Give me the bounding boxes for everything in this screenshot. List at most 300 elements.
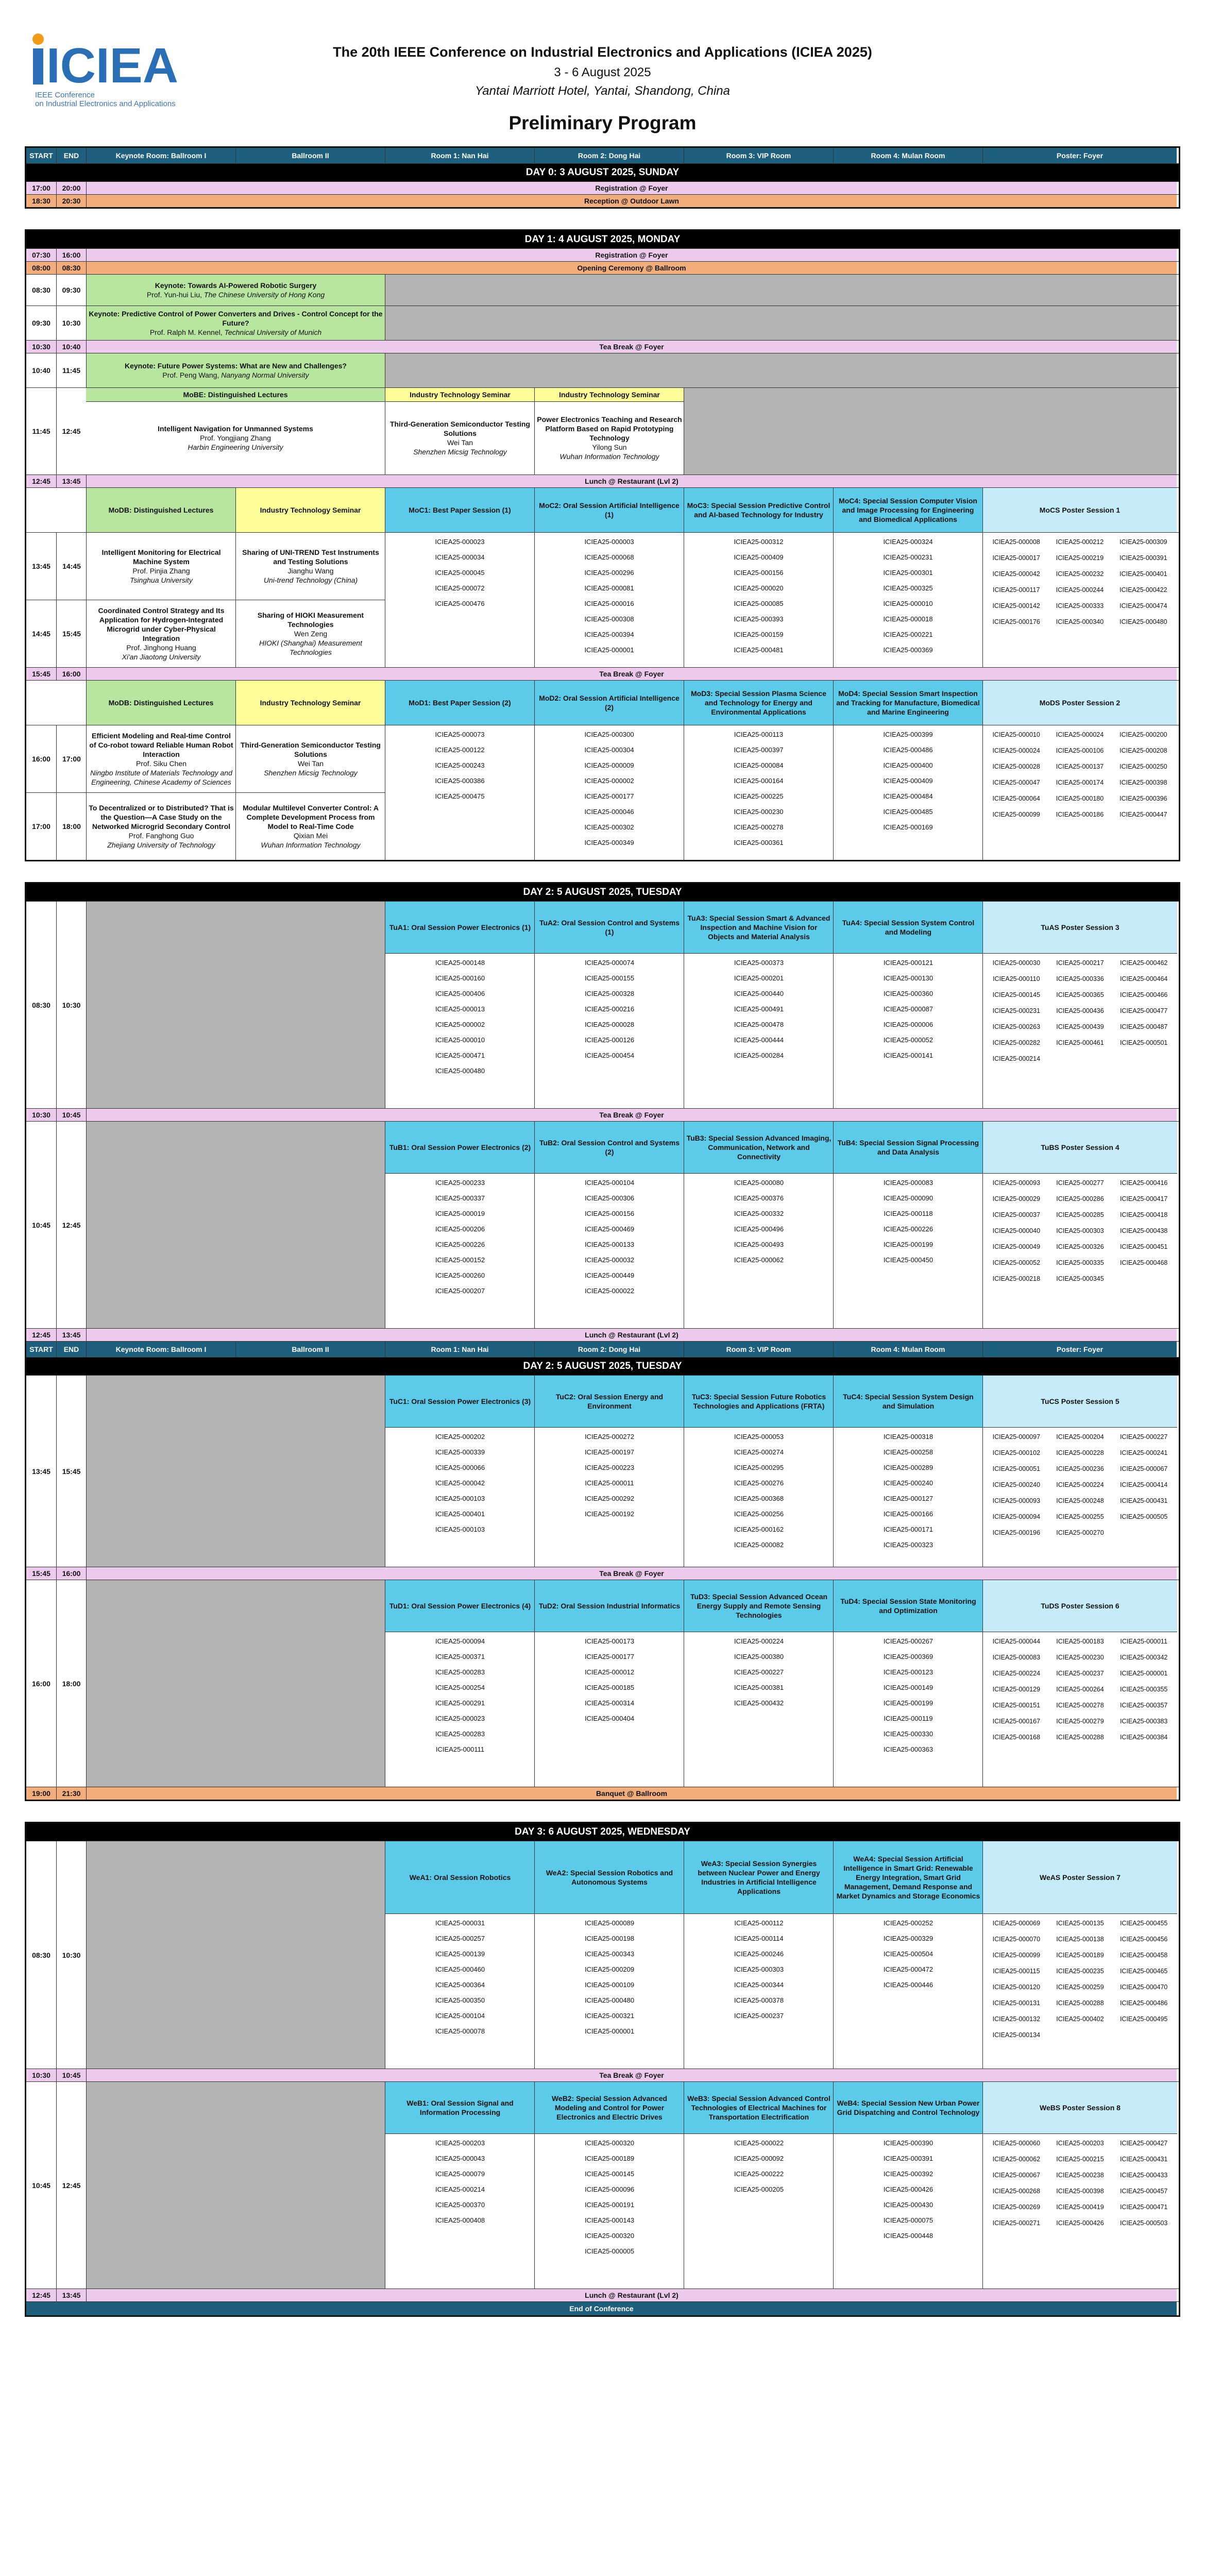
paper-id-list — [435, 955, 485, 1079]
paper-id: ICIEA25-000258 — [883, 1448, 934, 1456]
paper-id-list — [734, 534, 783, 658]
start-time: 12:45 — [26, 2289, 56, 2301]
paper-id: ICIEA25-000206 — [435, 1225, 485, 1233]
empty-slot — [86, 1841, 385, 2069]
paper-id: ICIEA25-000289 — [883, 1464, 934, 1471]
poster-id: ICIEA25-000248 — [1056, 1497, 1104, 1504]
paper-id: ICIEA25-000012 — [584, 1668, 635, 1676]
reception-row — [26, 194, 1179, 207]
speaker — [162, 370, 309, 380]
paper-id: ICIEA25-000005 — [584, 2247, 635, 2255]
paper-id: ICIEA25-000252 — [883, 1919, 934, 1927]
poster-id: ICIEA25-000268 — [992, 2188, 1041, 2195]
paper-id: ICIEA25-000084 — [734, 761, 784, 769]
session-head: WeA3: Special Session Synergies between Nuclear Power and Energy Industries in Artificial Intelligence Applications — [684, 1841, 834, 1913]
empty-slot — [86, 1122, 385, 1328]
paper-id: ICIEA25-000075 — [883, 2216, 934, 2224]
session-head: WeBS Poster Session 8 — [983, 2082, 1177, 2133]
paper-id: ICIEA25-000023 — [435, 538, 485, 546]
end-time: 08:30 — [56, 262, 86, 274]
start-time: 16:00 — [32, 1679, 50, 1688]
poster-id: ICIEA25-000357 — [1119, 1702, 1168, 1709]
seminar — [236, 725, 385, 792]
poster-id: ICIEA25-000447 — [1119, 811, 1167, 818]
paper-id: ICIEA25-000010 — [435, 1036, 485, 1044]
tea-break-row — [26, 667, 1179, 680]
lecture-title: Coordinated Control Strategy and Its Application for Hydrogen-Integrated Microgrid under Cyber-Physical Integration — [98, 606, 225, 642]
speaker-name: Qixian Mei — [293, 831, 328, 840]
paper-id-list — [884, 1429, 933, 1553]
poster-id: ICIEA25-000333 — [1056, 602, 1104, 609]
end-time: 20:30 — [56, 195, 86, 207]
room-stack — [684, 1122, 833, 1328]
poster-id: ICIEA25-000422 — [1119, 586, 1167, 594]
tea-break-row — [26, 1108, 1179, 1121]
paper-id: ICIEA25-000085 — [734, 600, 784, 607]
paper-id: ICIEA25-000430 — [883, 2201, 934, 2209]
speaker-affiliation: Technical University of Munich — [224, 328, 322, 336]
poster-id: ICIEA25-000355 — [1119, 1686, 1168, 1693]
poster-id: ICIEA25-000142 — [992, 602, 1040, 609]
paper-list — [534, 725, 684, 860]
lecture-stack — [86, 533, 235, 667]
speaker-affiliation: Harbin Engineering University — [188, 443, 283, 451]
col-keynote: Keynote Room: Ballroom I — [86, 148, 235, 163]
speaker-name: Wei Tan — [447, 438, 473, 447]
lecture — [87, 533, 236, 600]
poster-id: ICIEA25-000218 — [992, 1275, 1041, 1282]
paper-id: ICIEA25-000062 — [734, 1256, 784, 1264]
poster-id: ICIEA25-000345 — [1056, 1275, 1104, 1282]
registration-row — [26, 248, 1179, 261]
paper-id: ICIEA25-000225 — [734, 792, 784, 800]
col-room1: Room 1: Nan Hai — [385, 1342, 534, 1357]
session-header-row — [26, 487, 1179, 532]
paper-id-list — [884, 955, 933, 1063]
paper-list — [535, 1173, 684, 1328]
paper-id: ICIEA25-000386 — [435, 777, 485, 785]
poster-id: ICIEA25-000401 — [1119, 570, 1167, 578]
conference-title: The 20th IEEE Conference on Industrial Electronics and Applications (ICIEA 2025) — [333, 44, 872, 60]
paper-id-list — [585, 1916, 634, 2039]
session-head: WeB3: Special Session Advanced Control Technologies of Electrical Machines for Transportation Electrification — [684, 2082, 834, 2133]
paper-id: ICIEA25-000016 — [584, 600, 634, 607]
paper-id: ICIEA25-000376 — [734, 1194, 784, 1202]
paper-id-list — [585, 1634, 634, 1726]
paper-id: ICIEA25-000169 — [883, 823, 933, 831]
col-ballroom2: Ballroom II — [235, 148, 385, 163]
col-keynote: Keynote Room: Ballroom I — [86, 1342, 235, 1357]
paper-id: ICIEA25-000002 — [584, 777, 634, 785]
paper-id: ICIEA25-000397 — [734, 746, 784, 754]
col-room2: Room 2: Dong Hai — [534, 148, 684, 163]
paper-id: ICIEA25-000214 — [435, 2185, 485, 2193]
poster-id: ICIEA25-000137 — [1056, 763, 1104, 770]
room-stack — [534, 1580, 684, 1787]
paper-id: ICIEA25-000272 — [584, 1433, 635, 1440]
room-stack — [385, 902, 534, 1108]
paper-id: ICIEA25-000363 — [883, 1745, 934, 1753]
paper-id: ICIEA25-000177 — [584, 792, 634, 800]
speaker-name: Wei Tan — [297, 759, 324, 768]
paper-id-list — [435, 2136, 485, 2228]
poster-id: ICIEA25-000279 — [1056, 1718, 1104, 1725]
poster-id: ICIEA25-000230 — [1056, 1654, 1104, 1661]
paper-id: ICIEA25-000209 — [584, 1965, 635, 1973]
session-head: Industry Technology Seminar — [235, 488, 385, 532]
poster-id: ICIEA25-000237 — [1056, 1670, 1104, 1677]
paper-id: ICIEA25-000096 — [584, 2185, 635, 2193]
room-stack — [684, 1376, 833, 1567]
paper-list — [833, 533, 982, 667]
paper-id: ICIEA25-000159 — [734, 631, 784, 638]
lunch-row — [26, 474, 1179, 487]
seminar-head: Industry Technology Seminar — [535, 388, 684, 401]
start-time: 17:00 — [26, 182, 56, 194]
paper-id: ICIEA25-000330 — [883, 1730, 934, 1738]
paper-id: ICIEA25-000104 — [584, 1179, 635, 1187]
paper-id: ICIEA25-000406 — [435, 990, 485, 997]
poster-id: ICIEA25-000129 — [992, 1686, 1041, 1693]
session-head: WeB2: Special Session Advanced Modeling and Control for Power Electronics and Electric Drives — [535, 2082, 684, 2133]
session-head: TuA2: Oral Session Control and Systems (1) — [535, 902, 684, 953]
poster-id: ICIEA25-000235 — [1056, 1968, 1104, 1975]
logo-subtitle: IEEE Conference on Industrial Electronics and Applications — [35, 91, 176, 108]
session-head: WeB1: Oral Session Signal and Information Processing — [385, 2082, 535, 2133]
paper-id-list — [734, 955, 784, 1063]
poster-list — [983, 1173, 1177, 1328]
start-time: 14:45 — [26, 600, 56, 667]
poster-id: ICIEA25-000465 — [1119, 1968, 1168, 1975]
paper-id: ICIEA25-000276 — [734, 1479, 784, 1487]
paper-list — [385, 1173, 535, 1328]
end-time: 12:45 — [56, 388, 86, 474]
poster-id: ICIEA25-000384 — [1119, 1734, 1168, 1741]
paper-id: ICIEA25-000045 — [435, 569, 485, 577]
paper-id: ICIEA25-000006 — [883, 1021, 934, 1028]
poster-id: ICIEA25-000309 — [1119, 538, 1167, 546]
empty-slot — [385, 306, 1177, 340]
paper-id: ICIEA25-000302 — [584, 823, 634, 831]
poster-id: ICIEA25-000200 — [1119, 731, 1167, 738]
paper-id: ICIEA25-000432 — [734, 1699, 784, 1707]
seminar-stack — [534, 388, 684, 474]
paper-id-list — [734, 2136, 784, 2197]
room-stack — [385, 1580, 534, 1787]
poster-id: ICIEA25-000418 — [1119, 1211, 1168, 1218]
day-title-row — [26, 1823, 1179, 1841]
session-head: TuB2: Oral Session Control and Systems (2) — [535, 1122, 684, 1173]
paper-id: ICIEA25-000254 — [435, 1684, 485, 1691]
col-room3: Room 3: VIP Room — [684, 1342, 833, 1357]
poster-id: ICIEA25-000097 — [992, 1433, 1041, 1440]
speaker-name: Prof. Pinjia Zhang — [132, 567, 190, 575]
poster-id: ICIEA25-000326 — [1056, 1243, 1104, 1250]
paper-id: ICIEA25-000401 — [435, 1510, 485, 1518]
paper-id: ICIEA25-000156 — [584, 1210, 635, 1217]
session-head: TuCS Poster Session 5 — [983, 1376, 1177, 1427]
paper-id: ICIEA25-000243 — [435, 761, 485, 769]
speaker-name: Jianghu Wang — [287, 567, 334, 575]
paper-id: ICIEA25-000409 — [734, 553, 784, 561]
day-title: DAY 2: 5 AUGUST 2025, TUESDAY — [26, 884, 1179, 901]
paper-list — [834, 953, 983, 1108]
paper-id-list — [884, 1916, 933, 1993]
paper-id: ICIEA25-000328 — [584, 990, 635, 997]
paper-id: ICIEA25-000224 — [734, 1637, 784, 1645]
start-time: 12:45 — [26, 1329, 56, 1341]
paper-id: ICIEA25-000400 — [883, 761, 933, 769]
session-head: MoD2: Oral Session Artificial Intelligence (2) — [534, 681, 684, 725]
paper-list — [385, 1427, 535, 1566]
end-time: 10:40 — [56, 341, 86, 353]
poster-id: ICIEA25-000174 — [1056, 779, 1104, 786]
paper-id: ICIEA25-000173 — [584, 1637, 635, 1645]
paper-id: ICIEA25-000476 — [435, 600, 485, 607]
paper-id-list — [584, 534, 634, 658]
room-stack — [833, 1841, 982, 2069]
day1-block — [25, 229, 1180, 861]
day-title-row — [26, 884, 1179, 901]
poster-id: ICIEA25-000451 — [1119, 1243, 1168, 1250]
poster-id: ICIEA25-000017 — [992, 554, 1040, 562]
poster-id: ICIEA25-000219 — [1056, 554, 1104, 562]
paper-id: ICIEA25-000032 — [584, 1256, 635, 1264]
room-stack — [833, 2082, 982, 2289]
paper-id: ICIEA25-000278 — [734, 823, 784, 831]
session-head: TuAS Poster Session 3 — [983, 902, 1177, 953]
end-time: 10:45 — [56, 2069, 86, 2081]
paper-id: ICIEA25-000226 — [435, 1241, 485, 1248]
paper-id: ICIEA25-000440 — [734, 990, 784, 997]
poster-id: ICIEA25-000288 — [1056, 1734, 1104, 1741]
paper-id: ICIEA25-000020 — [734, 584, 784, 592]
poster-id: ICIEA25-000431 — [1119, 2156, 1168, 2163]
poster-id: ICIEA25-000505 — [1119, 1513, 1168, 1520]
poster-id: ICIEA25-000238 — [1056, 2172, 1104, 2179]
room-stack — [982, 1580, 1177, 1787]
end-time: 18:00 — [56, 1580, 86, 1787]
paper-id-list — [435, 1916, 485, 2039]
poster-id: ICIEA25-000456 — [1119, 1936, 1168, 1943]
paper-id: ICIEA25-000113 — [734, 731, 784, 738]
paper-id: ICIEA25-000300 — [584, 731, 634, 738]
paper-id: ICIEA25-000197 — [584, 1448, 635, 1456]
speaker-name: Prof. Yun-hui Liu, — [146, 291, 202, 299]
poster-id: ICIEA25-000269 — [992, 2204, 1041, 2211]
paper-id: ICIEA25-000177 — [584, 1653, 635, 1660]
paper-id: ICIEA25-000306 — [584, 1194, 635, 1202]
session-head: WeA1: Oral Session Robotics — [385, 1841, 535, 1913]
logo-text: ICIEA — [46, 38, 179, 88]
paper-id: ICIEA25-000201 — [734, 974, 784, 982]
empty-slot — [86, 902, 385, 1108]
paper-id: ICIEA25-000295 — [734, 1464, 784, 1471]
poster-id: ICIEA25-000503 — [1119, 2219, 1168, 2227]
paper-id: ICIEA25-000493 — [734, 1241, 784, 1248]
paper-id: ICIEA25-000191 — [584, 2201, 635, 2209]
poster-id: ICIEA25-000010 — [992, 731, 1040, 738]
paper-id: ICIEA25-000162 — [734, 1526, 784, 1533]
paper-id: ICIEA25-000480 — [435, 1067, 485, 1075]
poster-id: ICIEA25-000433 — [1119, 2172, 1168, 2179]
paper-id: ICIEA25-000023 — [435, 1715, 485, 1722]
poster-id: ICIEA25-000486 — [1119, 1999, 1168, 2007]
col-room2: Room 2: Dong Hai — [534, 1342, 684, 1357]
poster-id: ICIEA25-000439 — [1056, 1023, 1104, 1030]
poster-id: ICIEA25-000462 — [1119, 959, 1168, 967]
paper-id-list — [435, 534, 484, 612]
paper-id-list — [734, 1916, 784, 2024]
end-time: 14:45 — [62, 562, 81, 570]
room-stack — [833, 1580, 982, 1787]
poster-id: ICIEA25-000236 — [1056, 1465, 1104, 1472]
seminar-title: Power Electronics Teaching and Research Platform Based on Rapid Prototyping Technology — [537, 415, 682, 442]
paper-id: ICIEA25-000318 — [883, 1433, 934, 1440]
poster-id: ICIEA25-000196 — [992, 1529, 1041, 1536]
speaker-affiliation: The Chinese University of Hong Kong — [203, 291, 325, 299]
paper-id: ICIEA25-000409 — [883, 777, 933, 785]
session-body-row — [26, 725, 1179, 860]
paper-list — [684, 2133, 834, 2288]
paper-id: ICIEA25-000496 — [734, 1225, 784, 1233]
paper-id-list — [435, 1429, 485, 1537]
col-end: END — [56, 1342, 86, 1357]
paper-list — [834, 1913, 983, 2068]
poster-id-grid — [985, 1916, 1175, 2043]
paper-id: ICIEA25-000257 — [435, 1935, 485, 1942]
paper-list — [535, 953, 684, 1108]
room-stack — [982, 1841, 1177, 2069]
paper-id: ICIEA25-000337 — [435, 1194, 485, 1202]
seminar-stack — [385, 388, 534, 474]
paper-id: ICIEA25-000360 — [883, 990, 934, 997]
speaker-name: Prof. Siku Chen — [135, 759, 187, 768]
session-head: MoD1: Best Paper Session (2) — [385, 681, 534, 725]
paper-id: ICIEA25-000152 — [435, 1256, 485, 1264]
room-stack — [684, 1841, 833, 2069]
tea-break: Tea Break @ Foyer — [86, 668, 1177, 680]
poster-id: ICIEA25-000270 — [1056, 1529, 1104, 1536]
poster-id: ICIEA25-000212 — [1056, 538, 1104, 546]
paper-id: ICIEA25-000019 — [435, 1210, 485, 1217]
session-head: TuA4: Special Session System Control and Modeling — [834, 902, 983, 953]
paper-id-list — [435, 1634, 485, 1757]
lecture-title: Intelligent Navigation for Unmanned Systems — [158, 425, 313, 433]
paper-id: ICIEA25-000301 — [883, 569, 933, 577]
paper-id: ICIEA25-000022 — [734, 2139, 784, 2147]
paper-id: ICIEA25-000320 — [584, 2139, 635, 2147]
paper-id: ICIEA25-000221 — [883, 631, 933, 638]
end-time: 11:45 — [56, 353, 86, 387]
poster-id: ICIEA25-000264 — [1056, 1686, 1104, 1693]
poster-id: ICIEA25-000340 — [1056, 618, 1104, 625]
poster-id: ICIEA25-000083 — [992, 1654, 1041, 1661]
paper-id: ICIEA25-000404 — [584, 1715, 635, 1722]
paper-list — [385, 725, 534, 860]
poster-id: ICIEA25-000180 — [1056, 795, 1104, 802]
paper-id: ICIEA25-000001 — [584, 646, 634, 654]
paper-id: ICIEA25-000314 — [584, 1699, 635, 1707]
speaker-name: Prof. Jinghong Huang — [126, 643, 196, 652]
room-stack — [982, 1122, 1177, 1328]
speaker-affiliation: Nanyang Normal University — [221, 371, 309, 379]
empty-slot — [86, 1580, 385, 1787]
paper-id: ICIEA25-000109 — [584, 1981, 635, 1989]
paper-id: ICIEA25-000323 — [883, 1541, 934, 1549]
poster-id: ICIEA25-000044 — [992, 1638, 1041, 1645]
lunch-row — [26, 1328, 1179, 1341]
seminar-title: Sharing of HIOKI Measurement Technologies — [257, 611, 364, 629]
poster-id: ICIEA25-000186 — [1056, 811, 1104, 818]
banquet: Banquet @ Ballroom — [86, 1787, 1177, 1800]
paper-id: ICIEA25-000472 — [883, 1965, 934, 1973]
paper-id: ICIEA25-000344 — [734, 1981, 784, 1989]
poster-id: ICIEA25-000474 — [1119, 602, 1167, 609]
tea-break: Tea Break @ Foyer — [86, 341, 1177, 353]
seminar-head: Industry Technology Seminar — [385, 388, 535, 401]
paper-id: ICIEA25-000123 — [883, 1668, 934, 1676]
poster-id: ICIEA25-000099 — [992, 1952, 1041, 1959]
poster-id: ICIEA25-000011 — [1120, 1638, 1167, 1645]
paper-id: ICIEA25-000349 — [584, 839, 634, 846]
session-row — [26, 1375, 1179, 1567]
poster-id: ICIEA25-000336 — [1056, 975, 1104, 982]
poster-id-grid — [985, 1175, 1175, 1286]
paper-id: ICIEA25-000079 — [435, 2170, 485, 2178]
column-header-row — [26, 1341, 1179, 1357]
start-time: 10:30 — [26, 341, 56, 353]
paper-id: ICIEA25-000189 — [584, 2155, 635, 2162]
lecture — [87, 600, 236, 667]
day-title-row — [26, 1357, 1179, 1375]
lunch: Lunch @ Restaurant (Lvl 2) — [86, 1329, 1177, 1341]
lunch: Lunch @ Restaurant (Lvl 2) — [86, 2289, 1177, 2301]
paper-list — [385, 2133, 535, 2288]
poster-id: ICIEA25-000215 — [1056, 2156, 1104, 2163]
poster-id: ICIEA25-000285 — [1056, 1211, 1104, 1218]
keynote-title: Keynote: Future Power Systems: What are New and Challenges? — [125, 362, 347, 370]
poster-id: ICIEA25-000455 — [1119, 1920, 1168, 1927]
poster-list — [983, 1913, 1177, 2068]
paper-id: ICIEA25-000112 — [734, 1919, 784, 1927]
poster-id: ICIEA25-000135 — [1056, 1920, 1104, 1927]
keynote-3 — [86, 353, 385, 387]
poster-id: ICIEA25-000288 — [1056, 1999, 1104, 2007]
room-stack — [385, 1376, 534, 1567]
start-time: 08:00 — [26, 262, 56, 274]
paper-id: ICIEA25-000485 — [883, 808, 933, 816]
poster-id: ICIEA25-000241 — [1119, 1449, 1168, 1456]
speaker-affiliation: Shenzhen Micsig Technology — [413, 448, 507, 456]
paper-list — [684, 1173, 834, 1328]
end-time: 13:45 — [56, 1329, 86, 1341]
poster-id: ICIEA25-000069 — [992, 1920, 1041, 1927]
paper-id: ICIEA25-000082 — [734, 1541, 784, 1549]
poster-id: ICIEA25-000183 — [1056, 1638, 1104, 1645]
paper-id: ICIEA25-000226 — [883, 1225, 934, 1233]
paper-id: ICIEA25-000127 — [883, 1495, 934, 1502]
speaker-affiliation: Ningbo Institute of Materials Technology and Engineering, Chinese Academy of Sciences — [90, 769, 232, 786]
poster-id: ICIEA25-000052 — [992, 1259, 1041, 1266]
start-time: 08:30 — [32, 1951, 50, 1959]
paper-id: ICIEA25-000291 — [435, 1699, 485, 1707]
paper-id: ICIEA25-000284 — [734, 1052, 784, 1059]
end-row — [26, 2301, 1179, 2315]
paper-id: ICIEA25-000089 — [584, 1919, 635, 1927]
poster-id: ICIEA25-000398 — [1119, 779, 1167, 786]
session-head: Industry Technology Seminar — [235, 681, 385, 725]
